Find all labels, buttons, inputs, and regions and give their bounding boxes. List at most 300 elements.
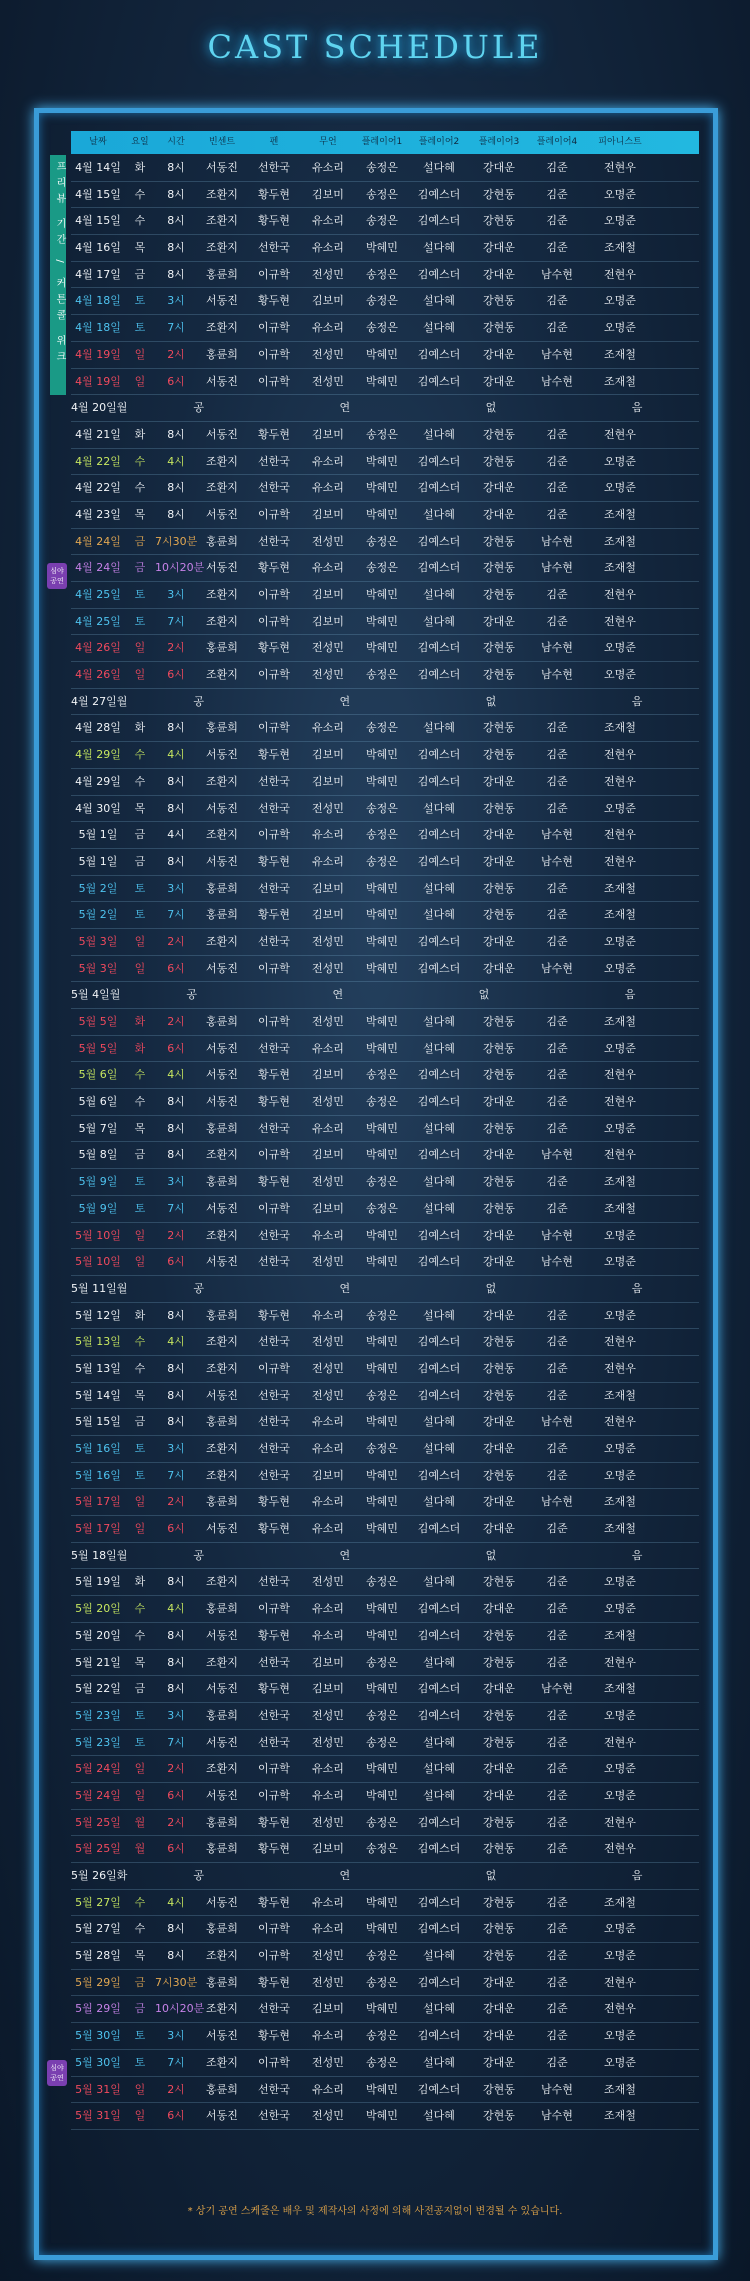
table-row xyxy=(71,1409,699,1436)
table-row xyxy=(71,155,699,182)
cast-cell: 강현동 xyxy=(483,294,515,308)
cast-cell: 박혜민 xyxy=(366,507,398,521)
cast-cell: 강현동 xyxy=(483,1655,515,1669)
time-cell: 2시 xyxy=(167,1228,185,1242)
cast-cell: 조환지 xyxy=(206,1949,238,1963)
cast-cell: 김예스더 xyxy=(417,347,461,361)
day-cell: 수 xyxy=(134,214,146,228)
cast-cell: 강대운 xyxy=(483,1148,515,1162)
table-row xyxy=(71,1783,699,1810)
table-row xyxy=(71,1169,699,1196)
cast-cell: 황두현 xyxy=(258,1682,290,1696)
cast-cell: 전성민 xyxy=(312,641,344,655)
cast-cell: 이규학 xyxy=(258,961,290,975)
table-row xyxy=(71,1569,699,1596)
date-cell: 5월 21일 xyxy=(75,1655,121,1669)
cast-cell: 박혜민 xyxy=(366,1015,398,1028)
day-cell: 월 xyxy=(116,694,128,708)
cast-cell: 오명준 xyxy=(604,1468,636,1482)
no-show-cell: 공 연 없 음 xyxy=(193,1281,709,1295)
time-cell: 8시 xyxy=(167,1121,185,1135)
cast-cell: 선한국 xyxy=(258,1335,290,1349)
cast-cell: 조환지 xyxy=(206,1148,238,1162)
cast-cell: 김준 xyxy=(546,1815,568,1829)
date-cell: 5월 13일 xyxy=(75,1335,121,1349)
header-col4: 플레이어1 xyxy=(361,137,403,147)
date-cell: 5월 18일 xyxy=(71,1548,117,1562)
cast-cell: 조환지 xyxy=(206,481,238,495)
cast-cell: 송정은 xyxy=(366,1949,398,1963)
cast-cell: 선한국 xyxy=(258,1388,290,1402)
cast-cell: 박혜민 xyxy=(366,881,398,895)
cast-cell: 김예스더 xyxy=(417,748,461,762)
table-row xyxy=(71,1756,699,1783)
cast-cell: 홍륜희 xyxy=(206,267,238,281)
cast-cell: 김예스더 xyxy=(417,1361,461,1375)
cast-cell: 유소리 xyxy=(312,1522,344,1536)
cast-cell: 강현동 xyxy=(483,1895,515,1909)
date-cell: 5월 28일 xyxy=(75,1949,121,1963)
cast-cell: 강대운 xyxy=(483,1788,515,1802)
cast-cell: 조재철 xyxy=(604,1388,636,1402)
cast-cell: 김예스더 xyxy=(417,1335,461,1349)
cast-cell: 조환지 xyxy=(206,668,238,682)
cast-cell: 강현동 xyxy=(483,1708,515,1722)
cast-cell: 강대운 xyxy=(483,2055,515,2069)
table-row xyxy=(71,822,699,849)
cast-cell: 강현동 xyxy=(483,1735,515,1749)
table-row xyxy=(71,1329,699,1356)
cast-cell: 김준 xyxy=(546,1201,568,1215)
cast-cell: 김예스더 xyxy=(417,1628,461,1642)
cast-cell: 김준 xyxy=(546,1041,568,1055)
cast-cell: 김예스더 xyxy=(417,1095,461,1109)
cast-cell: 홍륜희 xyxy=(206,1015,238,1028)
day-cell: 목 xyxy=(134,801,146,815)
cast-cell: 송정은 xyxy=(366,534,398,548)
time-cell: 8시 xyxy=(167,1095,185,1109)
cast-cell: 강대운 xyxy=(483,347,515,361)
cast-cell: 전현우 xyxy=(604,1815,636,1829)
cast-cell: 강대운 xyxy=(483,828,515,842)
cast-cell: 박혜민 xyxy=(366,347,398,361)
day-cell: 토 xyxy=(134,881,146,895)
day-cell: 토 xyxy=(134,588,146,601)
cast-cell: 설다혜 xyxy=(423,1735,455,1749)
cast-cell: 김예스더 xyxy=(417,2029,461,2043)
cast-cell: 조재철 xyxy=(604,534,636,548)
cast-cell: 강대운 xyxy=(483,1255,515,1269)
day-cell: 월 xyxy=(116,1281,128,1295)
cast-cell: 강대운 xyxy=(483,267,515,281)
cast-cell: 조재철 xyxy=(604,1522,636,1536)
table-row xyxy=(71,1249,699,1276)
cast-cell: 김보미 xyxy=(312,614,344,628)
cast-cell: 조환지 xyxy=(206,1361,238,1375)
cast-cell: 조환지 xyxy=(206,1468,238,1482)
cast-cell: 선한국 xyxy=(258,1735,290,1749)
no-show-cell: 공 연 없 음 xyxy=(193,1869,709,1882)
cast-cell: 황두현 xyxy=(258,1895,290,1909)
cast-cell: 김예스더 xyxy=(417,1602,461,1616)
date-cell: 4월 26일 xyxy=(75,668,121,682)
cast-cell: 조재철 xyxy=(604,908,636,922)
cast-cell: 전성민 xyxy=(312,2109,344,2123)
cast-cell: 강현동 xyxy=(483,588,515,601)
cast-cell: 홍륜희 xyxy=(206,1975,238,1989)
cast-cell: 선한국 xyxy=(258,801,290,815)
date-cell: 4월 26일 xyxy=(75,641,121,655)
cast-cell: 유소리 xyxy=(312,321,344,335)
time-cell: 3시 xyxy=(167,881,185,895)
time-cell: 8시 xyxy=(167,1415,185,1429)
cast-cell: 서동진 xyxy=(206,1522,238,1536)
cast-cell: 선한국 xyxy=(258,1121,290,1135)
time-cell: 4시 xyxy=(167,1068,185,1082)
cast-cell: 송정은 xyxy=(366,321,398,335)
cast-cell: 전현우 xyxy=(604,748,636,762)
cast-cell: 조재철 xyxy=(604,347,636,361)
table-row xyxy=(71,449,699,476)
table-row xyxy=(71,208,699,235)
cast-cell: 남수현 xyxy=(541,267,573,281)
cast-cell: 전성민 xyxy=(312,267,344,281)
cast-cell: 김준 xyxy=(546,1442,568,1455)
cast-cell: 박혜민 xyxy=(366,2002,398,2016)
cast-cell: 서동진 xyxy=(206,1068,238,1082)
cast-cell: 유소리 xyxy=(312,561,344,575)
cast-cell: 김준 xyxy=(546,1068,568,1082)
cast-cell: 조환지 xyxy=(206,454,238,468)
date-cell: 5월 1일 xyxy=(78,828,118,842)
date-cell: 4월 19일 xyxy=(75,374,121,388)
cast-cell: 김예스더 xyxy=(417,668,461,682)
time-cell: 6시 xyxy=(167,961,185,975)
day-cell: 목 xyxy=(134,1388,146,1402)
cast-cell: 박혜민 xyxy=(366,1415,398,1429)
cast-cell: 이규학 xyxy=(258,347,290,361)
cast-cell: 오명준 xyxy=(604,1575,636,1589)
time-cell: 7시 xyxy=(167,2055,185,2069)
cast-cell: 조환지 xyxy=(206,934,238,948)
date-cell: 5월 24일 xyxy=(75,1762,121,1776)
cast-cell: 유소리 xyxy=(312,828,344,842)
cast-cell: 김준 xyxy=(546,241,568,255)
date-cell: 4월 15일 xyxy=(75,187,121,201)
cast-cell: 선한국 xyxy=(258,2109,290,2123)
cast-cell: 오명준 xyxy=(604,2055,636,2069)
cast-cell: 유소리 xyxy=(312,1788,344,1802)
cast-cell: 전성민 xyxy=(312,1361,344,1375)
cast-cell: 강현동 xyxy=(483,801,515,815)
date-cell: 4월 20일 xyxy=(71,401,117,415)
cast-cell: 남수현 xyxy=(541,961,573,975)
time-cell: 8시 xyxy=(167,1308,185,1322)
cast-cell: 선한국 xyxy=(258,481,290,495)
cast-cell: 전성민 xyxy=(312,668,344,682)
time-cell: 6시 xyxy=(167,1842,185,1856)
cast-cell: 선한국 xyxy=(258,1228,290,1242)
table-row xyxy=(71,929,699,956)
date-cell: 4월 22일 xyxy=(75,454,121,468)
cast-cell: 김예스더 xyxy=(417,481,461,495)
time-cell: 8시 xyxy=(167,1655,185,1669)
cast-cell: 전현우 xyxy=(604,588,636,601)
cast-cell: 전성민 xyxy=(312,1015,344,1028)
cast-cell: 박혜민 xyxy=(366,2082,398,2096)
cast-cell: 전현우 xyxy=(604,828,636,842)
cast-cell: 유소리 xyxy=(312,854,344,868)
time-cell: 2시 xyxy=(167,347,185,361)
cast-cell: 조재철 xyxy=(604,1682,636,1696)
cast-cell: 유소리 xyxy=(312,214,344,228)
table-row xyxy=(71,1703,699,1730)
cast-cell: 김준 xyxy=(546,1762,568,1776)
cast-cell: 김준 xyxy=(546,1575,568,1589)
cast-cell: 김준 xyxy=(546,908,568,922)
table-row xyxy=(71,662,699,689)
day-cell: 목 xyxy=(134,1121,146,1135)
cast-cell: 유소리 xyxy=(312,2082,344,2096)
cast-cell: 강현동 xyxy=(483,1361,515,1375)
cast-cell: 이규학 xyxy=(258,1148,290,1162)
cast-cell: 남수현 xyxy=(541,347,573,361)
time-cell: 2시 xyxy=(167,1015,185,1028)
date-cell: 5월 10일 xyxy=(75,1255,121,1269)
cast-cell: 설다혜 xyxy=(423,161,455,174)
cast-cell: 설다혜 xyxy=(423,721,455,735)
day-cell: 토 xyxy=(134,614,146,628)
cast-cell: 박혜민 xyxy=(366,961,398,975)
cast-cell: 이규학 xyxy=(258,1015,290,1028)
cast-cell: 전성민 xyxy=(312,1708,344,1722)
cast-cell: 강현동 xyxy=(483,187,515,201)
cast-cell: 선한국 xyxy=(258,1041,290,1055)
cast-cell: 전성민 xyxy=(312,2055,344,2069)
time-cell: 8시 xyxy=(167,267,185,281)
cast-cell: 남수현 xyxy=(541,641,573,655)
cast-cell: 서동진 xyxy=(206,1788,238,1802)
cast-cell: 오명준 xyxy=(604,1442,636,1455)
time-cell: 8시 xyxy=(167,241,185,255)
cast-cell: 조재철 xyxy=(604,1628,636,1642)
date-cell: 5월 13일 xyxy=(75,1361,121,1375)
cast-cell: 김준 xyxy=(546,721,568,735)
table-row xyxy=(71,982,702,1009)
time-cell: 6시 xyxy=(167,1041,185,1055)
table-row xyxy=(71,342,699,369)
cast-cell: 전성민 xyxy=(312,1975,344,1989)
cast-cell: 박혜민 xyxy=(366,1041,398,1055)
day-cell: 목 xyxy=(134,1949,146,1963)
table-row xyxy=(71,2050,699,2077)
cast-cell: 김예스더 xyxy=(417,961,461,975)
day-cell: 일 xyxy=(134,961,146,975)
cast-cell: 김보미 xyxy=(312,294,344,308)
cast-cell: 송정은 xyxy=(366,1442,398,1455)
cast-cell: 선한국 xyxy=(258,1708,290,1722)
cast-cell: 선한국 xyxy=(258,1255,290,1269)
cast-cell: 홍륜희 xyxy=(206,1815,238,1829)
table-row xyxy=(71,1863,709,1890)
time-cell: 4시 xyxy=(167,1602,185,1616)
table-row xyxy=(71,796,699,823)
time-cell: 8시 xyxy=(167,1682,185,1696)
day-cell: 일 xyxy=(134,2109,146,2123)
table-row xyxy=(71,1116,699,1143)
cast-cell: 박혜민 xyxy=(366,454,398,468)
time-cell: 6시 xyxy=(167,668,185,682)
cast-cell: 남수현 xyxy=(541,1255,573,1269)
cast-cell: 설다혜 xyxy=(423,1201,455,1215)
cast-cell: 강현동 xyxy=(483,1922,515,1936)
cast-cell: 홍륜희 xyxy=(206,881,238,895)
cast-cell: 전현우 xyxy=(604,2002,636,2016)
schedule-table xyxy=(71,155,709,2130)
cast-cell: 김준 xyxy=(546,321,568,335)
cast-cell: 김준 xyxy=(546,614,568,628)
cast-cell: 조환지 xyxy=(206,1762,238,1776)
cast-cell: 전현우 xyxy=(604,267,636,281)
date-cell: 4월 25일 xyxy=(75,614,121,628)
day-cell: 금 xyxy=(134,534,146,548)
date-cell: 4월 17일 xyxy=(75,267,121,281)
day-cell: 토 xyxy=(134,908,146,922)
cast-cell: 김준 xyxy=(546,1361,568,1375)
cast-cell: 김준 xyxy=(546,187,568,201)
time-cell: 2시 xyxy=(167,934,185,948)
cast-cell: 홍륜희 xyxy=(206,1121,238,1135)
cast-cell: 강대운 xyxy=(483,1495,515,1509)
table-row xyxy=(71,235,699,262)
time-cell: 7시 xyxy=(167,1735,185,1749)
day-cell: 금 xyxy=(134,1975,146,1989)
header-date: 날짜 xyxy=(89,137,107,147)
cast-cell: 박혜민 xyxy=(366,1148,398,1162)
day-cell: 수 xyxy=(134,748,146,762)
cast-cell: 김예스더 xyxy=(417,454,461,468)
cast-cell: 김보미 xyxy=(312,2002,344,2016)
day-cell: 수 xyxy=(134,1068,146,1082)
cast-cell: 오명준 xyxy=(604,187,636,201)
cast-cell: 오명준 xyxy=(604,934,636,948)
cast-cell: 남수현 xyxy=(541,1682,573,1696)
day-cell: 토 xyxy=(134,1442,146,1455)
cast-cell: 오명준 xyxy=(604,294,636,308)
cast-cell: 김예스더 xyxy=(417,187,461,201)
cast-cell: 송정은 xyxy=(366,1815,398,1829)
cast-cell: 김준 xyxy=(546,1335,568,1349)
cast-cell: 선한국 xyxy=(258,161,290,174)
cast-cell: 송정은 xyxy=(366,1095,398,1109)
table-row xyxy=(71,555,699,582)
cast-cell: 김준 xyxy=(546,774,568,788)
time-cell: 6시 xyxy=(167,1788,185,1802)
cast-cell: 김예스더 xyxy=(417,1255,461,1269)
time-cell: 7시 xyxy=(167,1468,185,1482)
cast-cell: 남수현 xyxy=(541,854,573,868)
day-cell: 화 xyxy=(134,1041,146,1055)
date-cell: 5월 17일 xyxy=(75,1495,121,1509)
footnote: * 상기 공연 스케줄은 배우 및 제작사의 사정에 의해 사전공지없이 변경될 수 있습니다. xyxy=(187,2206,563,2217)
day-cell: 토 xyxy=(134,321,146,335)
cast-cell: 김준 xyxy=(546,801,568,815)
table-row xyxy=(71,609,699,636)
cast-cell: 황두현 xyxy=(258,427,290,441)
table-row xyxy=(71,1596,699,1623)
time-cell: 10시20분 xyxy=(155,561,205,575)
header-time: 시간 xyxy=(167,137,185,147)
cast-cell: 김예스더 xyxy=(417,1522,461,1536)
cast-cell: 홍륜희 xyxy=(206,1308,238,1322)
cast-cell: 강대운 xyxy=(483,1522,515,1536)
cast-cell: 강대운 xyxy=(483,2029,515,2043)
cast-cell: 강현동 xyxy=(483,1068,515,1082)
day-cell: 화 xyxy=(134,721,146,735)
cast-cell: 남수현 xyxy=(541,1228,573,1242)
cast-cell: 강현동 xyxy=(483,1949,515,1963)
time-cell: 3시 xyxy=(167,1175,185,1189)
cast-cell: 선한국 xyxy=(258,1655,290,1669)
cast-cell: 김보미 xyxy=(312,588,344,601)
day-cell: 토 xyxy=(134,1708,146,1722)
time-cell: 6시 xyxy=(167,1255,185,1269)
cast-cell: 설다혜 xyxy=(423,1175,455,1189)
cast-cell: 강현동 xyxy=(483,1388,515,1402)
cast-cell: 강대운 xyxy=(483,614,515,628)
cast-cell: 김준 xyxy=(546,588,568,601)
table-row xyxy=(71,1836,699,1863)
cast-cell: 유소리 xyxy=(312,1895,344,1909)
cast-cell: 강대운 xyxy=(483,1228,515,1242)
cast-cell: 조환지 xyxy=(206,2055,238,2069)
cast-cell: 송정은 xyxy=(366,854,398,868)
date-cell: 5월 25일 xyxy=(75,1815,121,1829)
date-cell: 4월 23일 xyxy=(75,507,121,521)
cast-cell: 송정은 xyxy=(366,267,398,281)
cast-cell: 설다혜 xyxy=(423,1788,455,1802)
cast-cell: 오명준 xyxy=(604,1308,636,1322)
date-cell: 4월 21일 xyxy=(75,427,121,441)
table-row xyxy=(71,315,699,342)
cast-cell: 조재철 xyxy=(604,241,636,255)
cast-cell: 유소리 xyxy=(312,241,344,255)
cast-cell: 강대운 xyxy=(483,374,515,388)
cast-cell: 송정은 xyxy=(366,1655,398,1669)
cast-cell: 김준 xyxy=(546,1975,568,1989)
date-cell: 5월 23일 xyxy=(75,1735,121,1749)
table-row xyxy=(71,1276,709,1303)
cast-cell: 이규학 xyxy=(258,267,290,281)
cast-cell: 오명준 xyxy=(604,961,636,975)
day-cell: 토 xyxy=(134,1201,146,1215)
cast-cell: 김준 xyxy=(546,1308,568,1322)
day-cell: 수 xyxy=(134,1095,146,1109)
cast-cell: 전현우 xyxy=(604,1335,636,1349)
no-show-cell: 공 연 없 음 xyxy=(193,694,709,708)
cast-cell: 송정은 xyxy=(366,187,398,201)
cast-cell: 김준 xyxy=(546,1735,568,1749)
cast-cell: 박혜민 xyxy=(366,748,398,762)
cast-cell: 강현동 xyxy=(483,668,515,682)
cast-cell: 이규학 xyxy=(258,828,290,842)
cast-cell: 설다혜 xyxy=(423,588,455,601)
cast-cell: 선한국 xyxy=(258,1468,290,1482)
cast-cell: 조환지 xyxy=(206,214,238,228)
time-cell: 7시30분 xyxy=(155,1975,198,1989)
table-row xyxy=(71,1650,699,1677)
cast-cell: 박혜민 xyxy=(366,1682,398,1696)
